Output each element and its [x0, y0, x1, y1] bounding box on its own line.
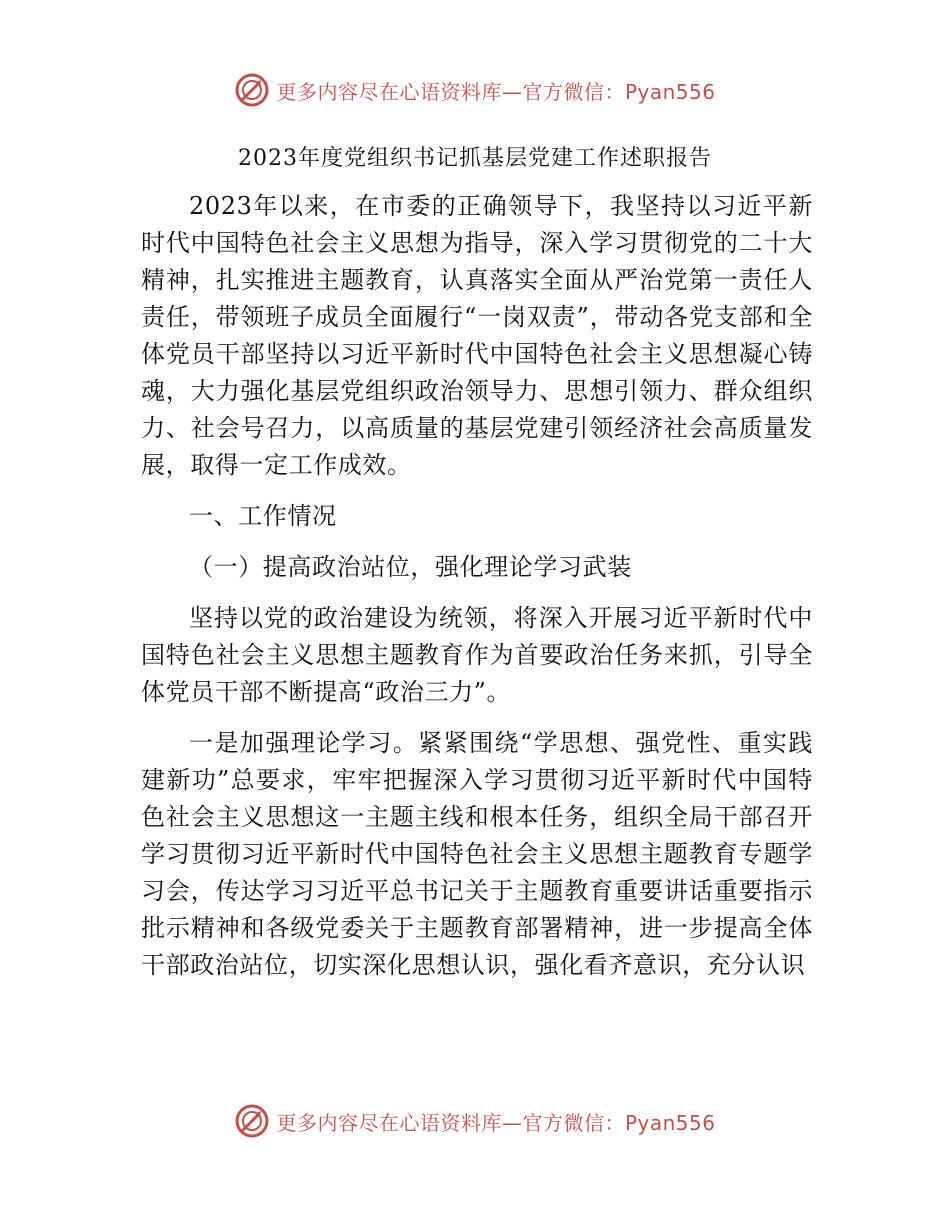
watermark-text: 更多内容尽在心语资料库—官方微信：Pyan556: [276, 1110, 716, 1135]
document-title: 2023年度党组织书记抓基层党建工作述职报告: [238, 146, 712, 171]
point-paragraph-1: 一是加强理论学习。紧紧围绕“学思想、强党性、重实践建新功”总要求，牢牢把握深入学习贯彻习近平新时代中国特色社会主义思想这一主题主线和根本任务，组织全局干部召开学习贯彻习近平新时代中国特色社会主义思想主题教育专题学习会，传达学习习近平总书记关于主题教育重要讲话重要指示批示精神和各级党委关于主题教育部署精神，进一步提高全体干部政治站位，切实深化思想认识，强化看齐意识，充分认识: [141, 729, 813, 979]
subsection-paragraph-1: 坚持以党的政治建设为统领，将深入开展习近平新时代中国特色社会主义思想主题教育作为首要政治任务来抓，引导全体党员干部不断提高“政治三力”。: [141, 604, 813, 706]
subsection-heading-1: （一）提高政治站位，强化理论学习武装: [189, 553, 632, 581]
red-circular-seal-icon: [234, 1103, 270, 1139]
section-heading-1: 一、工作情况: [189, 502, 337, 530]
watermark-banner-bottom: [0, 1099, 950, 1143]
watermark-banner-top: [0, 68, 950, 112]
watermark-text: 更多内容尽在心语资料库—官方微信：Pyan556: [276, 79, 716, 104]
document-body: [141, 188, 813, 998]
intro-paragraph: 2023年以来，在市委的正确领导下，我坚持以习近平新时代中国特色社会主义思想为指导，深入学习贯彻党的二十大精神，扎实推进主题教育，认真落实全面从严治党第一责任人责任，带领班子成员全面履行“一岗双责”，带动各党支部和全体党员干部坚持以习近平新时代中国特色社会主义思想凝心铸魂，大力强化基层党组织政治领导力、思想引领力、群众组织力、社会号召力，以高质量的基层党建引领经济社会高质量发展，取得一定工作成效。: [141, 192, 813, 479]
red-circular-seal-icon: [234, 72, 270, 108]
